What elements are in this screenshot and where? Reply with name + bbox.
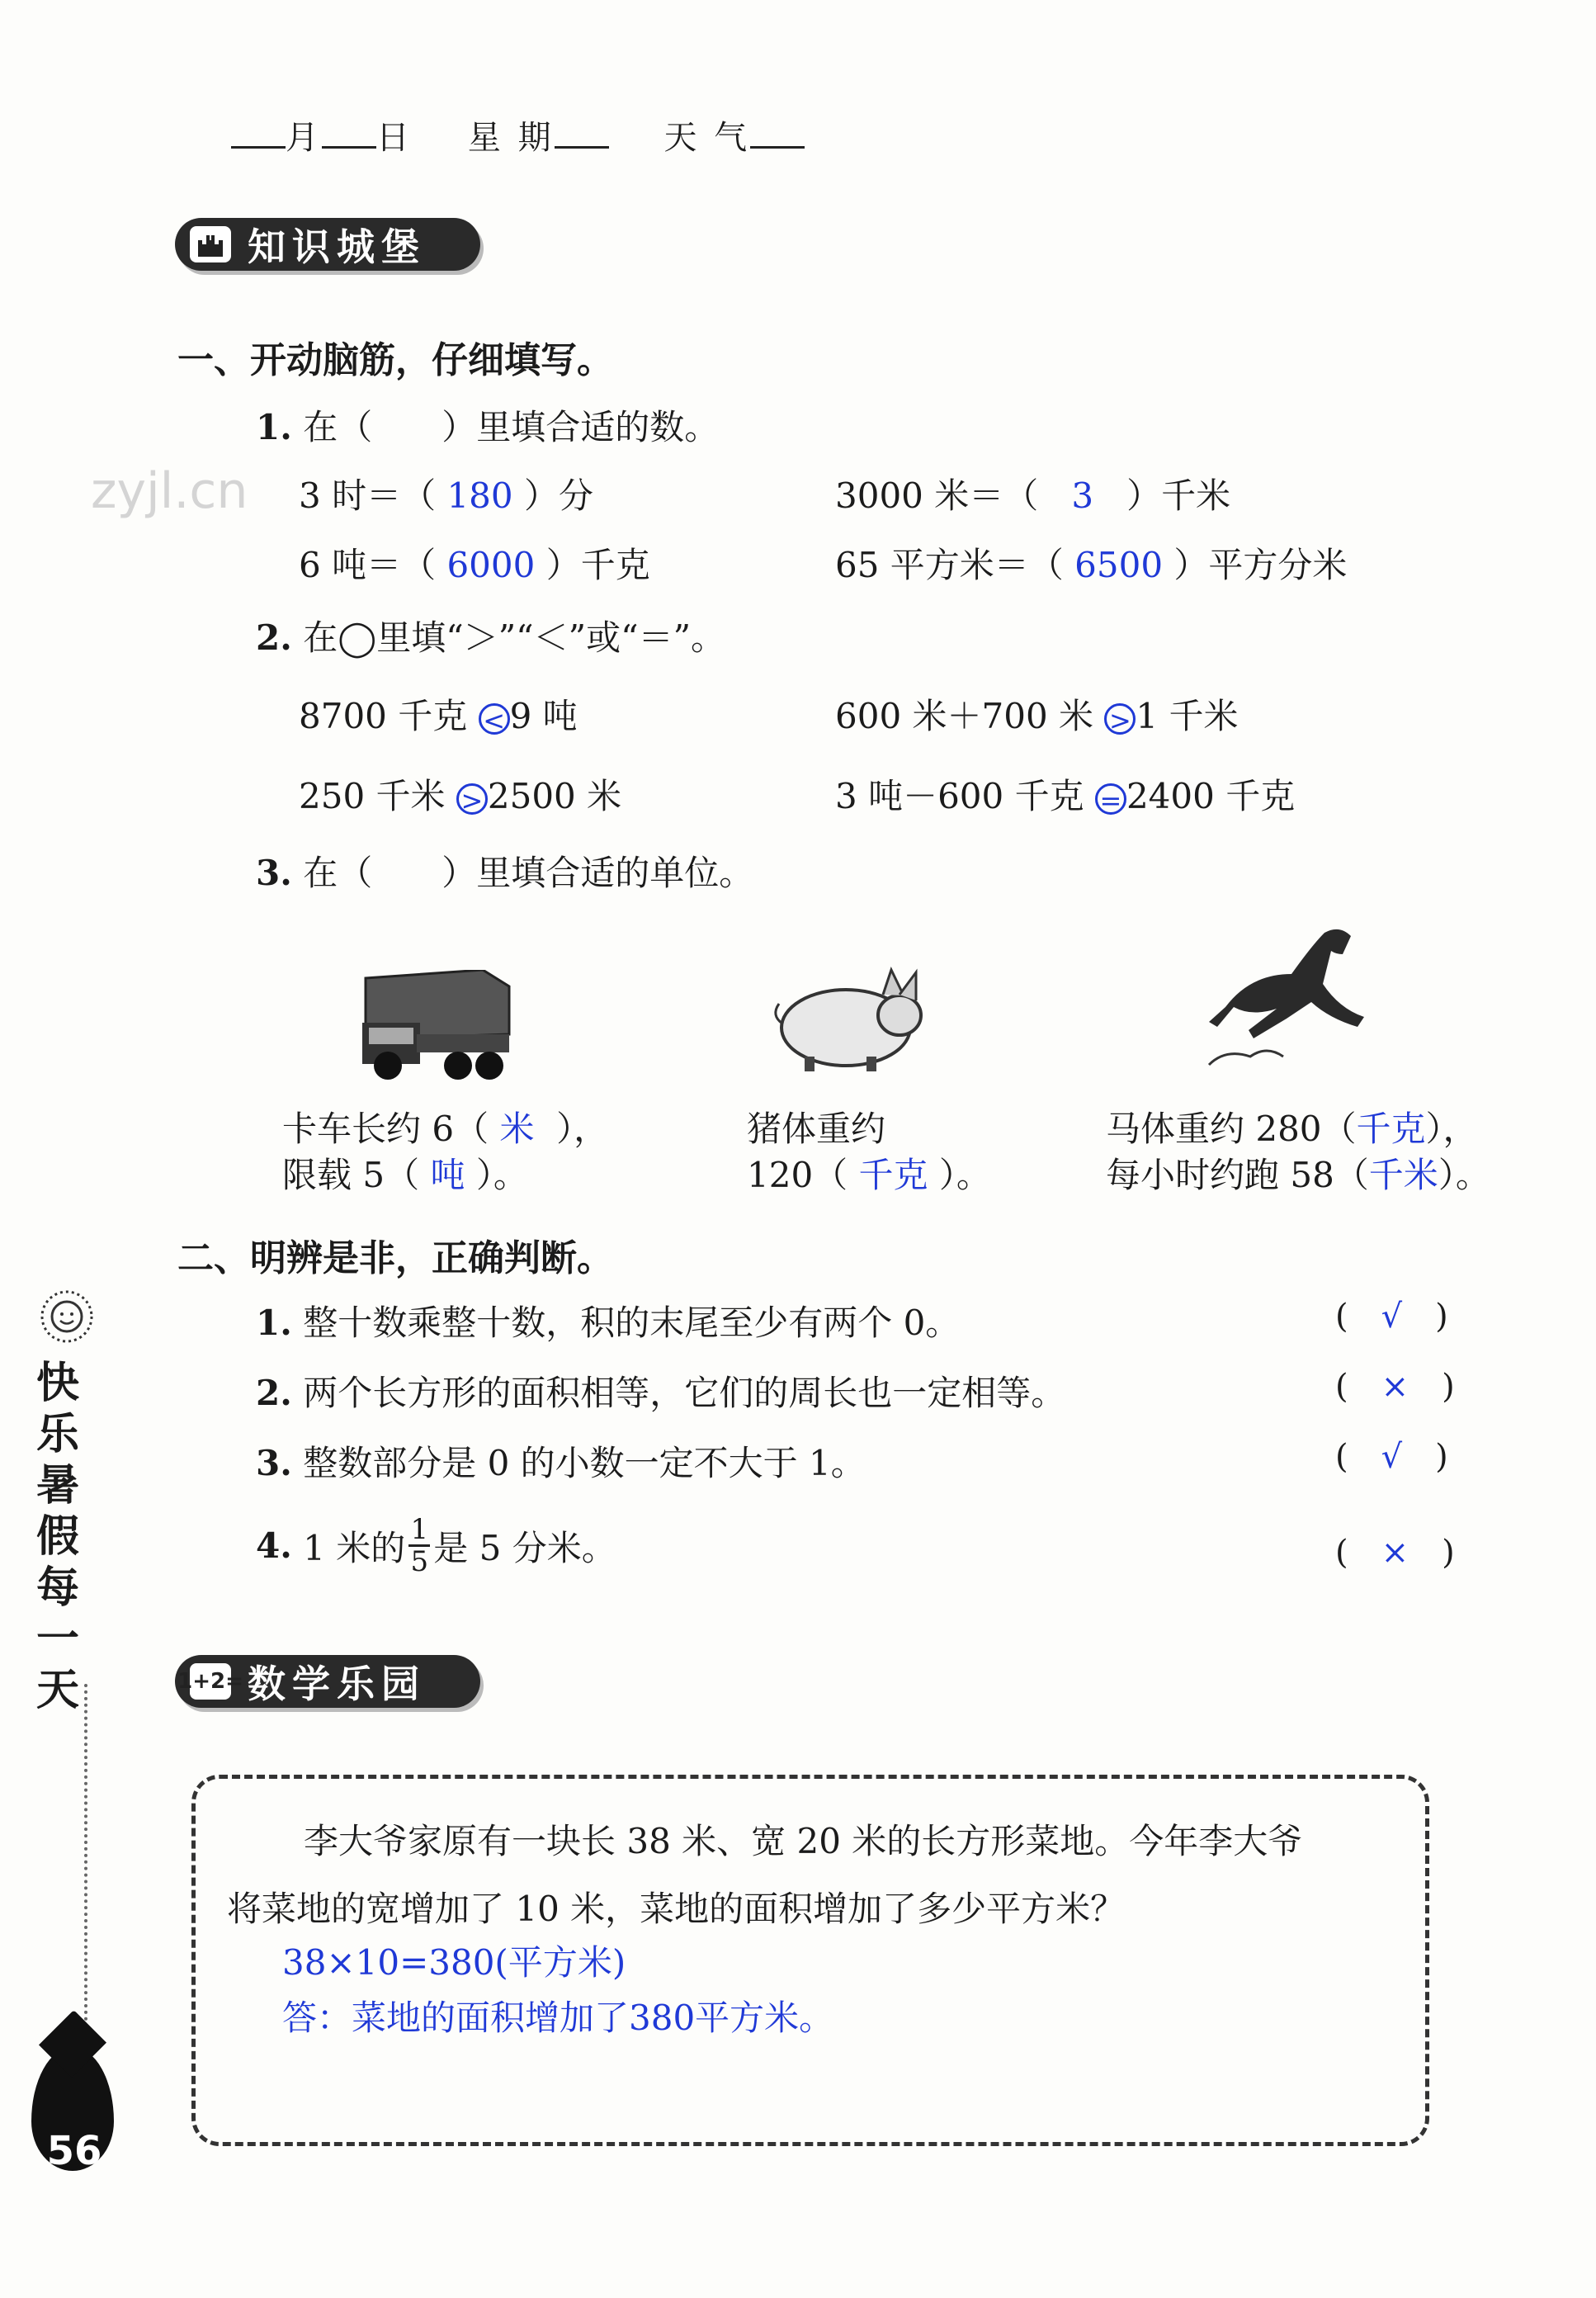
q3-pig-text: 猪体重约 120（ 千克 ）。 — [747, 1109, 991, 1195]
q1-row-3: 6 吨＝（ 6000 ）千克 — [299, 545, 650, 585]
judge-answer-1: (√) — [1335, 1298, 1481, 1336]
judge-item-4: 4. 1 米的 $\frac{1}{5}$ 是 5 分米。 — [256, 1513, 616, 1578]
page-number: 56 — [46, 2128, 102, 2174]
fraction-one-fifth: $\frac{1}{5}$ — [408, 1515, 430, 1577]
banner-title: 知识城堡 — [248, 225, 426, 269]
side-dotted-line — [84, 1684, 87, 2047]
q1-row-2: 3000 米＝（ 3 ）千米 — [835, 475, 1231, 516]
side-title: 快 乐 暑 假 每 一 天 — [35, 1359, 79, 1715]
judge-item-1: 1. 整十数乘整十数，积的末尾至少有两个 0。 — [256, 1303, 961, 1343]
judge-answer-3: (√) — [1335, 1438, 1481, 1476]
section-banner-math-garden — [175, 1655, 480, 1708]
problem-line-2: 将菜地的宽增加了 10 米，菜地的面积增加了多少平方米？ — [227, 1889, 1126, 1929]
problem-answer-text: 答：菜地的面积增加了380平方米。 — [282, 1998, 834, 2038]
q2-row-3: 250 千米 > 2500 米 — [299, 776, 622, 816]
horse-icon — [1192, 916, 1374, 1081]
castle-icon — [190, 226, 231, 262]
truck-icon — [359, 970, 512, 1081]
pig-icon — [767, 958, 924, 1081]
watermark: zyjl.cn — [91, 462, 248, 520]
q2-row-4: 3 吨－600 千克 = 2400 千克 — [835, 776, 1296, 816]
sun-icon — [38, 1288, 96, 1345]
problem-answer-calc: 38×10=380(平方米) — [282, 1942, 626, 1983]
problem-line-1: 李大爷家原有一块长 38 米、宽 20 米的长方形菜地。今年李大爷 — [304, 1821, 1303, 1861]
judge-item-2: 2. 两个长方形的面积相等，它们的周长也一定相等。 — [256, 1373, 1066, 1413]
section1-heading: 一、开动脑筋，仔细填写。 — [177, 339, 613, 381]
banner-title: 数学乐园 — [248, 1662, 426, 1706]
judge-item-3: 3. 整数部分是 0 的小数一定不大于 1。 — [256, 1443, 866, 1483]
blackboard-icon: 1+2= — [190, 1663, 231, 1700]
q1-row-1: 3 时＝（ 180 ）分 — [299, 475, 593, 516]
q2-row-1: 8700 千克 < 9 吨 — [299, 696, 578, 736]
judge-answer-2: (×) — [1335, 1368, 1488, 1406]
q2-row-2: 600 米＋700 米 > 1 千米 — [835, 696, 1239, 736]
section-banner-knowledge-castle — [175, 218, 480, 271]
q1-prompt: 1. 在（ ）里填合适的数。 — [256, 407, 720, 447]
q2-prompt: 2. 在◯里填“＞”“＜”或“＝”。 — [256, 617, 726, 658]
q1-row-4: 65 平方米＝（ 6500 ）平方分米 — [835, 545, 1348, 585]
judge-answer-4: (×) — [1335, 1534, 1488, 1572]
section2-heading: 二、明辨是非，正确判断。 — [177, 1237, 613, 1279]
q3-horse-text: 马体重约 280（千克）， 每小时约跑 58（千米）。 — [1106, 1109, 1490, 1195]
date-line: 月 日 星 期 天 气 — [231, 111, 805, 158]
q3-prompt: 3. 在（ ）里填合适的单位。 — [256, 853, 754, 893]
q3-truck-text: 卡车长约 6（ 米 ）， 限载 5（ 吨 ）。 — [282, 1109, 609, 1195]
